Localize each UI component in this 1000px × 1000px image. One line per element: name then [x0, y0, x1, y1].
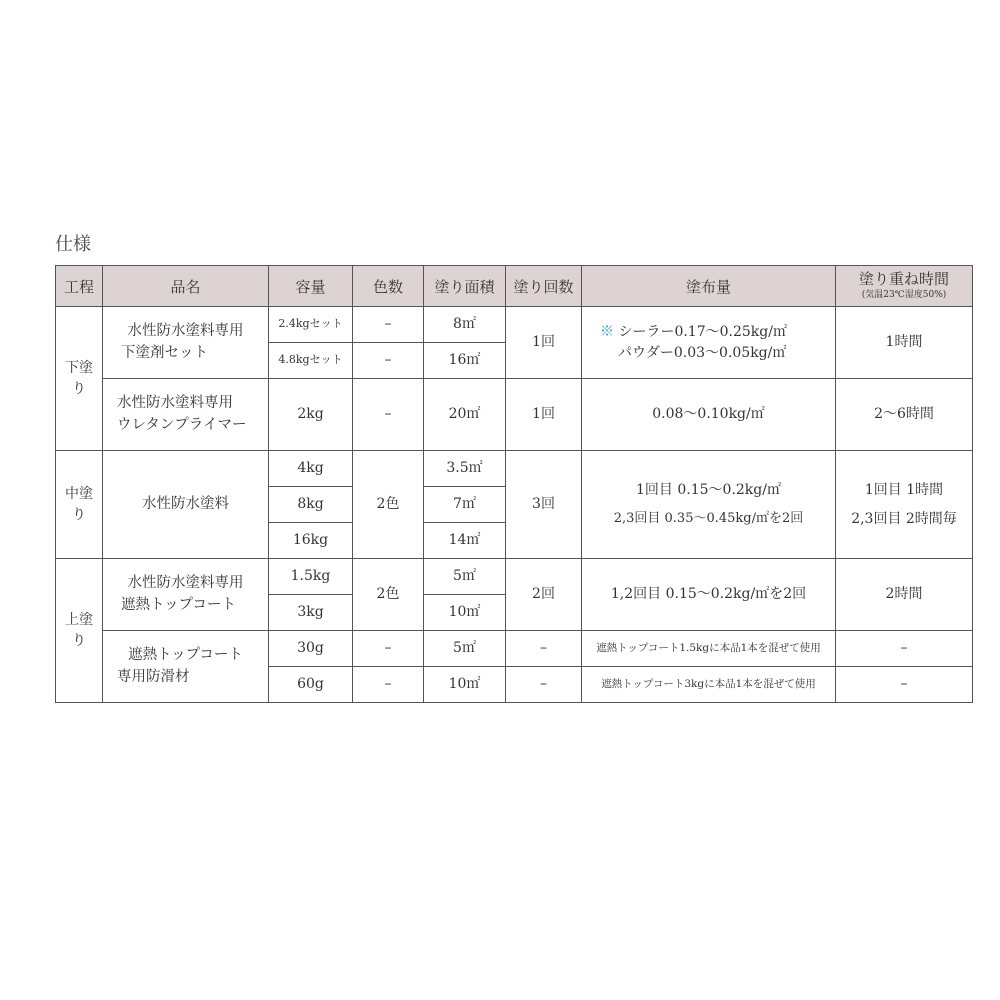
- coats-cell: –: [506, 667, 582, 703]
- colors-cell: –: [353, 667, 424, 703]
- recoat-cell: [836, 451, 973, 559]
- table-row: [56, 451, 973, 487]
- capacity-cell: 4kg: [269, 451, 353, 487]
- coats-cell: –: [506, 631, 582, 667]
- coats-cell: 1回: [506, 307, 582, 379]
- header-recoat: [836, 266, 973, 307]
- area-cell: 7㎡: [424, 487, 506, 523]
- amount-cell: 0.08〜0.10kg/㎡: [582, 379, 836, 451]
- amount-cell: 1,2回目 0.15〜0.2kg/㎡を2回: [582, 559, 836, 631]
- product-name-line: 遮熱トップコート: [121, 596, 236, 613]
- amount-line: 2,3回目 0.35〜0.45kg/㎡を2回: [613, 511, 804, 527]
- recoat-cell: 2時間: [836, 559, 973, 631]
- note-mark: ※: [600, 323, 614, 340]
- coats-cell: 3回: [506, 451, 582, 559]
- amount-cell: [582, 451, 836, 559]
- capacity-cell: 60g: [269, 667, 353, 703]
- colors-cell: –: [353, 379, 424, 451]
- area-cell: 16㎡: [424, 343, 506, 379]
- header-coats: 塗り回数: [506, 266, 582, 307]
- colors-cell: –: [353, 631, 424, 667]
- recoat-cell: 1時間: [836, 307, 973, 379]
- table-row: [56, 631, 973, 667]
- section-title: 仕様: [55, 234, 91, 255]
- amount-text: シーラー0.17〜0.25kg/㎡: [618, 323, 787, 340]
- recoat-line: 2,3回目 2時間毎: [851, 510, 957, 527]
- area-cell: 3.5㎡: [424, 451, 506, 487]
- recoat-cell: 2〜6時間: [836, 379, 973, 451]
- header-product: 品名: [103, 266, 269, 307]
- amount-line: パウダー0.03〜0.05kg/㎡: [618, 344, 787, 361]
- header-row: [56, 266, 973, 307]
- amount-cell: 遮熱トップコート3kgに本品1本を混ぜて使用: [582, 667, 836, 703]
- header-recoat-note: (気温23℃湿度50%): [861, 289, 947, 300]
- area-cell: 20㎡: [424, 379, 506, 451]
- area-cell: 10㎡: [424, 595, 506, 631]
- capacity-cell: 1.5kg: [269, 559, 353, 595]
- product-name-line: ウレタンプライマー: [117, 416, 247, 433]
- colors-cell: 2色: [353, 559, 424, 631]
- product-cell: [103, 559, 269, 631]
- recoat-line: 1回目 1時間: [864, 481, 944, 498]
- header-recoat-label: 塗り重ね時間: [858, 270, 949, 289]
- amount-line: 1回目 0.15〜0.2kg/㎡: [636, 482, 781, 499]
- colors-cell: –: [353, 343, 424, 379]
- area-cell: 5㎡: [424, 631, 506, 667]
- process-top: 上塗り: [56, 559, 103, 703]
- capacity-cell: 8kg: [269, 487, 353, 523]
- area-cell: 10㎡: [424, 667, 506, 703]
- header-process: 工程: [56, 266, 103, 307]
- product-cell: [103, 307, 269, 379]
- capacity-cell: 30g: [269, 631, 353, 667]
- header-area: 塗り面積: [424, 266, 506, 307]
- product-name-line: 水性防水塗料専用: [127, 322, 244, 339]
- table-row: [56, 379, 973, 451]
- area-cell: 8㎡: [424, 307, 506, 343]
- product-cell: [103, 631, 269, 703]
- capacity-cell: 16kg: [269, 523, 353, 559]
- header-colors: 色数: [353, 266, 424, 307]
- process-under: 下塗り: [56, 307, 103, 451]
- colors-cell: 2色: [353, 451, 424, 559]
- product-name-line: 遮熱トップコート: [128, 646, 243, 663]
- capacity-cell: 2.4kgセット: [269, 307, 353, 343]
- product-cell: [103, 379, 269, 451]
- amount-line: [600, 322, 831, 343]
- process-middle: 中塗り: [56, 451, 103, 559]
- amount-cell: 遮熱トップコート1.5kgに本品1本を混ぜて使用: [582, 631, 836, 667]
- area-cell: 14㎡: [424, 523, 506, 559]
- product-name-line: 水性防水塗料専用: [117, 394, 233, 411]
- colors-cell: –: [353, 307, 424, 343]
- capacity-cell: 4.8kgセット: [269, 343, 353, 379]
- header-capacity: 容量: [269, 266, 353, 307]
- capacity-cell: 3kg: [269, 595, 353, 631]
- spec-table: [55, 265, 973, 703]
- product-name-line: 水性防水塗料専用: [127, 574, 244, 591]
- coats-cell: 2回: [506, 559, 582, 631]
- recoat-cell: –: [836, 631, 973, 667]
- product-name-line: 専用防滑材: [117, 668, 190, 685]
- amount-cell: [582, 307, 836, 379]
- recoat-cell: –: [836, 667, 973, 703]
- area-cell: 5㎡: [424, 559, 506, 595]
- coats-cell: 1回: [506, 379, 582, 451]
- header-amount: 塗布量: [582, 266, 836, 307]
- capacity-cell: 2kg: [269, 379, 353, 451]
- product-name-line: 下塗剤セット: [121, 344, 208, 361]
- product-cell: 水性防水塗料: [103, 451, 269, 559]
- table-row: [56, 307, 973, 343]
- table-row: [56, 559, 973, 595]
